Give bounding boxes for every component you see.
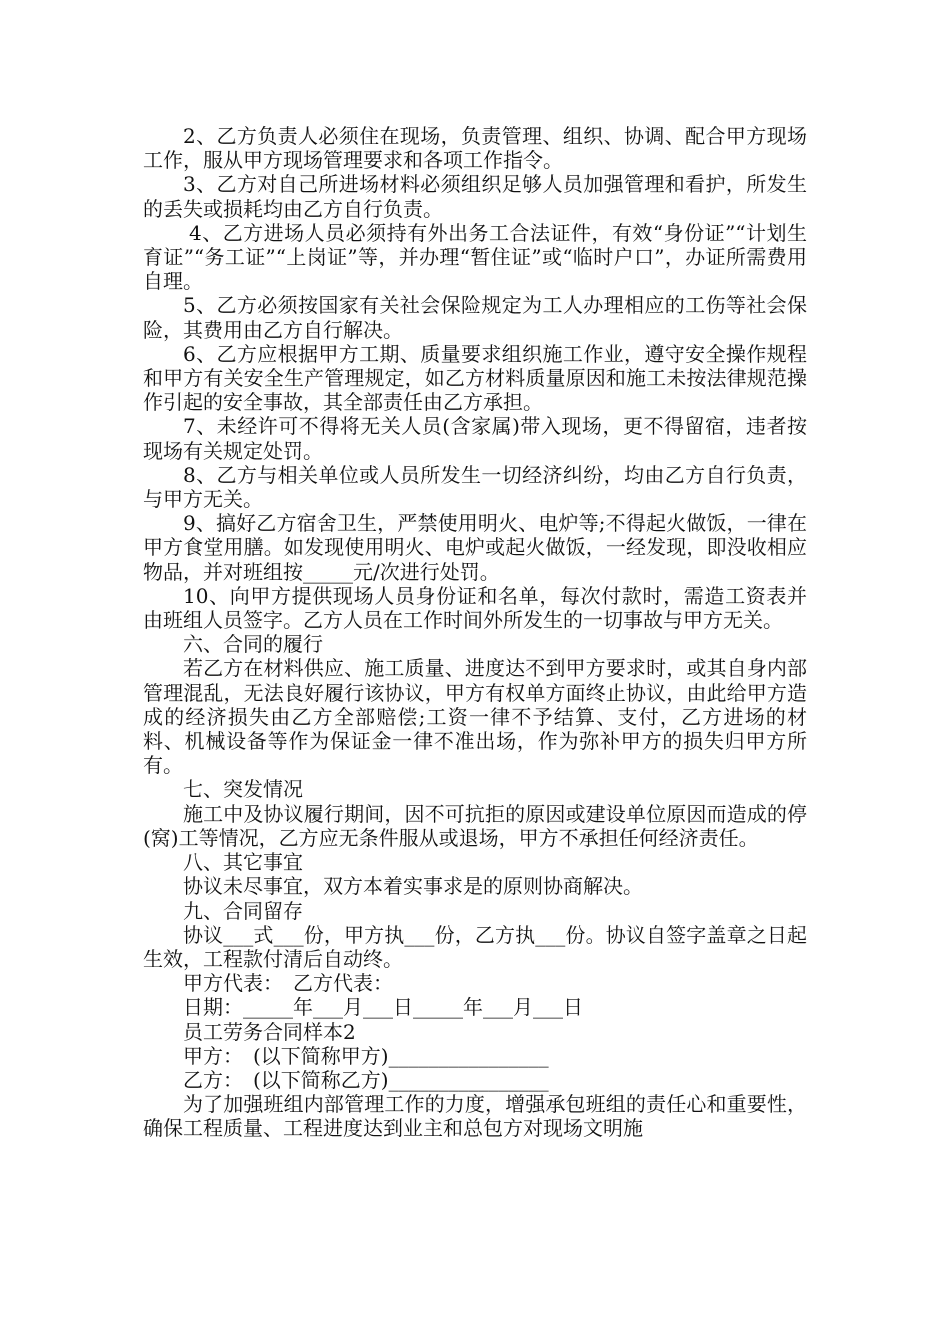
paragraph-clause-5: 5、乙方必须按国家有关社会保险规定为工人办理相应的工伤等社会保险，其费用由乙方自行解决。: [143, 293, 807, 342]
signature-dates: 日期：_____年___月___日_____年___月___日: [183, 995, 583, 1020]
paragraph-clause-9: 9、搞好乙方宿舍卫生，严禁使用明火、电炉等;不得起火做饭，一律在甲方食堂用膳。如发现使用明火、电炉或起火做饭，一经发现，即没收相应物品，并对班组按_____元/次进行处罚。: [143, 511, 807, 584]
paragraph-retention: 协议___式___份，甲方执___份，乙方执___份。协议自签字盖章之日起生效，工程款付清后自动终。: [143, 922, 807, 971]
paragraph-clause-3: 3、乙方对自己所进场材料必须组织足够人员加强管理和看护，所发生的丢失或损耗均由乙方自行负责。: [143, 172, 807, 221]
document-body: [143, 124, 807, 1141]
paragraph-clause-2: 2、乙方负责人必须住在现场，负责管理、组织、协调、配合甲方现场工作，服从甲方现场管理要求和各项工作指令。: [143, 124, 807, 173]
party-b-line: 乙方： (以下简称乙方)________________: [183, 1067, 549, 1092]
paragraph-intro: 为了加强班组内部管理工作的力度，增强承包班组的责任心和重要性，确保工程质量、工程进度达到业主和总包方对现场文明施: [143, 1092, 807, 1141]
paragraph-clause-7: 7、未经许可不得将无关人员(含家属)带入现场，更不得留宿，违者按现场有关规定处罚。: [143, 414, 807, 463]
section-heading-other-matters: 八、其它事宜: [183, 850, 303, 875]
section-heading-emergency: 七、突发情况: [183, 777, 303, 802]
sample-title: 员工劳务合同样本2: [183, 1019, 356, 1044]
paragraph-emergency: 施工中及协议履行期间，因不可抗拒的原因或建设单位原因而造成的停(窝)工等情况，乙方应无条件服从或退场，甲方不承担任何经济责任。: [143, 801, 807, 850]
section-heading-performance: 六、合同的履行: [183, 632, 323, 657]
paragraph-clause-6: 6、乙方应根据甲方工期、质量要求组织施工作业，遵守安全操作规程和甲方有关安全生产管理规定，如乙方材料质量原因和施工未按法律规范操作引起的安全事故，其全部责任由乙方承担。: [143, 341, 807, 415]
paragraph-clause-8: 8、乙方与相关单位或人员所发生一切经济纠纷，均由乙方自行负责，与甲方无关。: [143, 462, 807, 512]
signature-representatives: 甲方代表： 乙方代表：: [183, 971, 393, 996]
paragraph-performance: 若乙方在材料供应、施工质量、进度达不到甲方要求时，或其自身内部管理混乱，无法良好履行该协议，甲方有权单方面终止协议，由此给甲方造成的经济损失由乙方全部赔偿;工资一律不予结算、支付，乙方进场的材料、机械设备等作为保证金一律不准出场，作为弥补甲方的损失归甲方所有。: [143, 656, 807, 778]
party-a-line: 甲方： (以下简称甲方)________________: [183, 1043, 549, 1068]
paragraph-clause-10: 10、向甲方提供现场人员身份证和名单，每次付款时，需造工资表并由班组人员签字。乙方人员在工作时间外所发生的一切事故与甲方无关。: [143, 583, 807, 633]
section-heading-retention: 九、合同留存: [183, 898, 303, 923]
paragraph-other-matters: 协议未尽事宜，双方本着实事求是的原则协商解决。: [183, 874, 643, 899]
paragraph-clause-4: 4、乙方进场人员必须持有外出务工合法证件，有效“身份证”“计划生育证”“务工证”“上岗证”等，并办理“暂住证”或“临时户口”，办证所需费用自理。: [143, 220, 807, 294]
